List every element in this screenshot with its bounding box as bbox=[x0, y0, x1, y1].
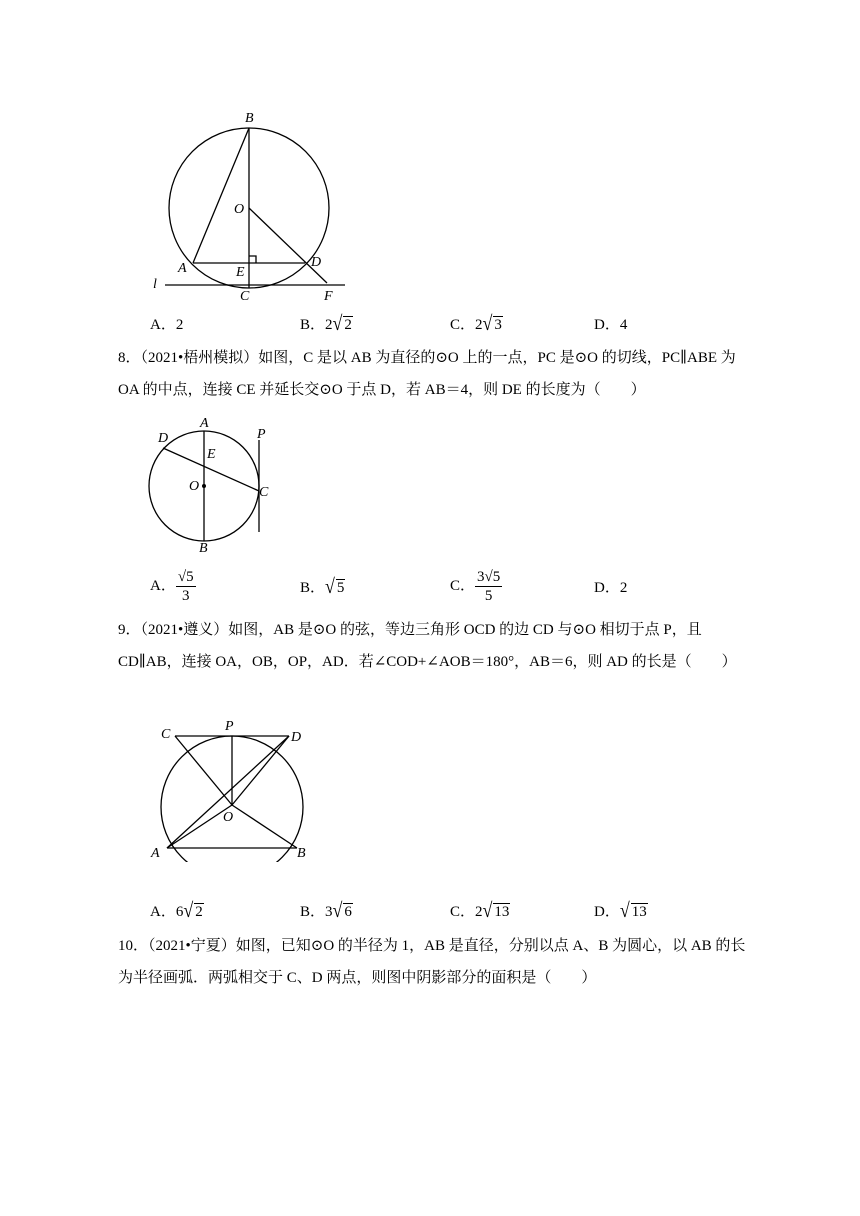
q8-question-text: 8．（2021•梧州模拟）如图，C 是以 AB 为直径的⊙O 上的一点，PC 是⊙O 的切线，PC∥ABE 为 OA 的中点，连接 CE 并延长交⊙O 于点 D，若 AB＝4，则 DE 的长度为（ ） bbox=[118, 350, 740, 398]
q9-label-d: D bbox=[291, 730, 302, 745]
q9-option-c[interactable]: C．2√ 13 bbox=[450, 898, 510, 922]
q7-label-e: E bbox=[236, 265, 245, 280]
q7-label-o: O bbox=[234, 202, 245, 217]
q7-right-angle-mark bbox=[249, 256, 256, 263]
q8-option-c[interactable]: C． $\frac{3√5}{5}$ bbox=[450, 569, 501, 604]
radical-sign: √ bbox=[183, 898, 194, 922]
q7-label-b: B bbox=[245, 111, 254, 126]
q8-label-a: A bbox=[200, 416, 209, 431]
radical-sign: √ bbox=[332, 898, 343, 922]
q7-line-of bbox=[249, 208, 327, 283]
q7-label-f: F bbox=[324, 289, 333, 304]
q7-option-c[interactable]: C．2√ 3 bbox=[450, 311, 502, 335]
q9-question-text: 9．（2021•遵义）如图，AB 是⊙O 的弦，等边三角形 OCD 的边 CD 与⊙O 相切于点 P，且 CD∥AB，连接 OA，OB，OP，AD．若∠COD+∠AOB＝180°，AB＝6，则 AD 的长是（ ） bbox=[118, 622, 737, 670]
q8-label-o: O bbox=[189, 479, 200, 494]
q8-label-c: C bbox=[259, 485, 269, 500]
q9-label-p: P bbox=[225, 719, 234, 734]
radical-sign: √ bbox=[482, 311, 493, 335]
q7-label-d: D bbox=[311, 255, 322, 270]
q7-label-l: l bbox=[153, 277, 157, 292]
radical-sign: √ bbox=[325, 574, 335, 598]
q7-option-a[interactable]: A．2 bbox=[150, 317, 184, 334]
radical-sign: √ bbox=[332, 311, 343, 335]
q10-question-text: 10．（2021•宁夏）如图，已知⊙O 的半径为 1，AB 是直径，分别以点 A、B 为圆心，以 AB 的长为半径画弧．两弧相交于 C、D 两点，则图中阴影部分的面积是（ ） bbox=[118, 938, 746, 986]
q7-options bbox=[150, 313, 770, 341]
q9-label-b: B bbox=[297, 846, 306, 861]
q8-option-b[interactable]: B．√ 5 bbox=[300, 574, 345, 598]
q9-option-b[interactable]: B．3√ 6 bbox=[300, 898, 352, 922]
q8-label-b: B bbox=[199, 541, 208, 556]
q8-label-e: E bbox=[207, 447, 216, 462]
q7-option-b[interactable]: B．2√ 2 bbox=[300, 311, 352, 335]
q9-figure bbox=[145, 717, 320, 862]
fraction: $\frac{3√5}{5}$ bbox=[477, 569, 501, 604]
q9-label-o: O bbox=[223, 810, 234, 825]
q9-segment-oc bbox=[175, 736, 232, 805]
q8-label-d: D bbox=[158, 431, 169, 446]
q8-option-a[interactable]: A． $\frac{√5}{3}$ bbox=[150, 569, 194, 604]
q9-option-a[interactable]: A．6√ 2 bbox=[150, 898, 203, 922]
q7-label-c: C bbox=[240, 289, 250, 304]
q9-options bbox=[150, 900, 770, 928]
radical-sign: √ bbox=[619, 898, 630, 922]
q8-figure bbox=[140, 412, 290, 557]
q9-option-d[interactable]: D．√ 13 bbox=[594, 898, 647, 922]
fraction: $\frac{√5}{3}$ bbox=[177, 569, 194, 604]
q8-option-d[interactable]: D．2 bbox=[594, 580, 628, 597]
radical-sign: √ bbox=[482, 898, 493, 922]
q7-line-ba bbox=[193, 128, 249, 263]
q9-label-c: C bbox=[161, 727, 171, 742]
q7-label-a: A bbox=[178, 261, 187, 276]
q9-segment-od bbox=[232, 736, 289, 805]
q7-figure bbox=[140, 105, 370, 305]
q9-label-a: A bbox=[151, 846, 160, 861]
q8-center-dot bbox=[202, 484, 206, 488]
q8-options bbox=[150, 568, 770, 608]
q7-option-d[interactable]: D．4 bbox=[594, 317, 628, 334]
q9-segment-ob bbox=[232, 805, 297, 848]
q8-label-p: P bbox=[257, 427, 266, 442]
